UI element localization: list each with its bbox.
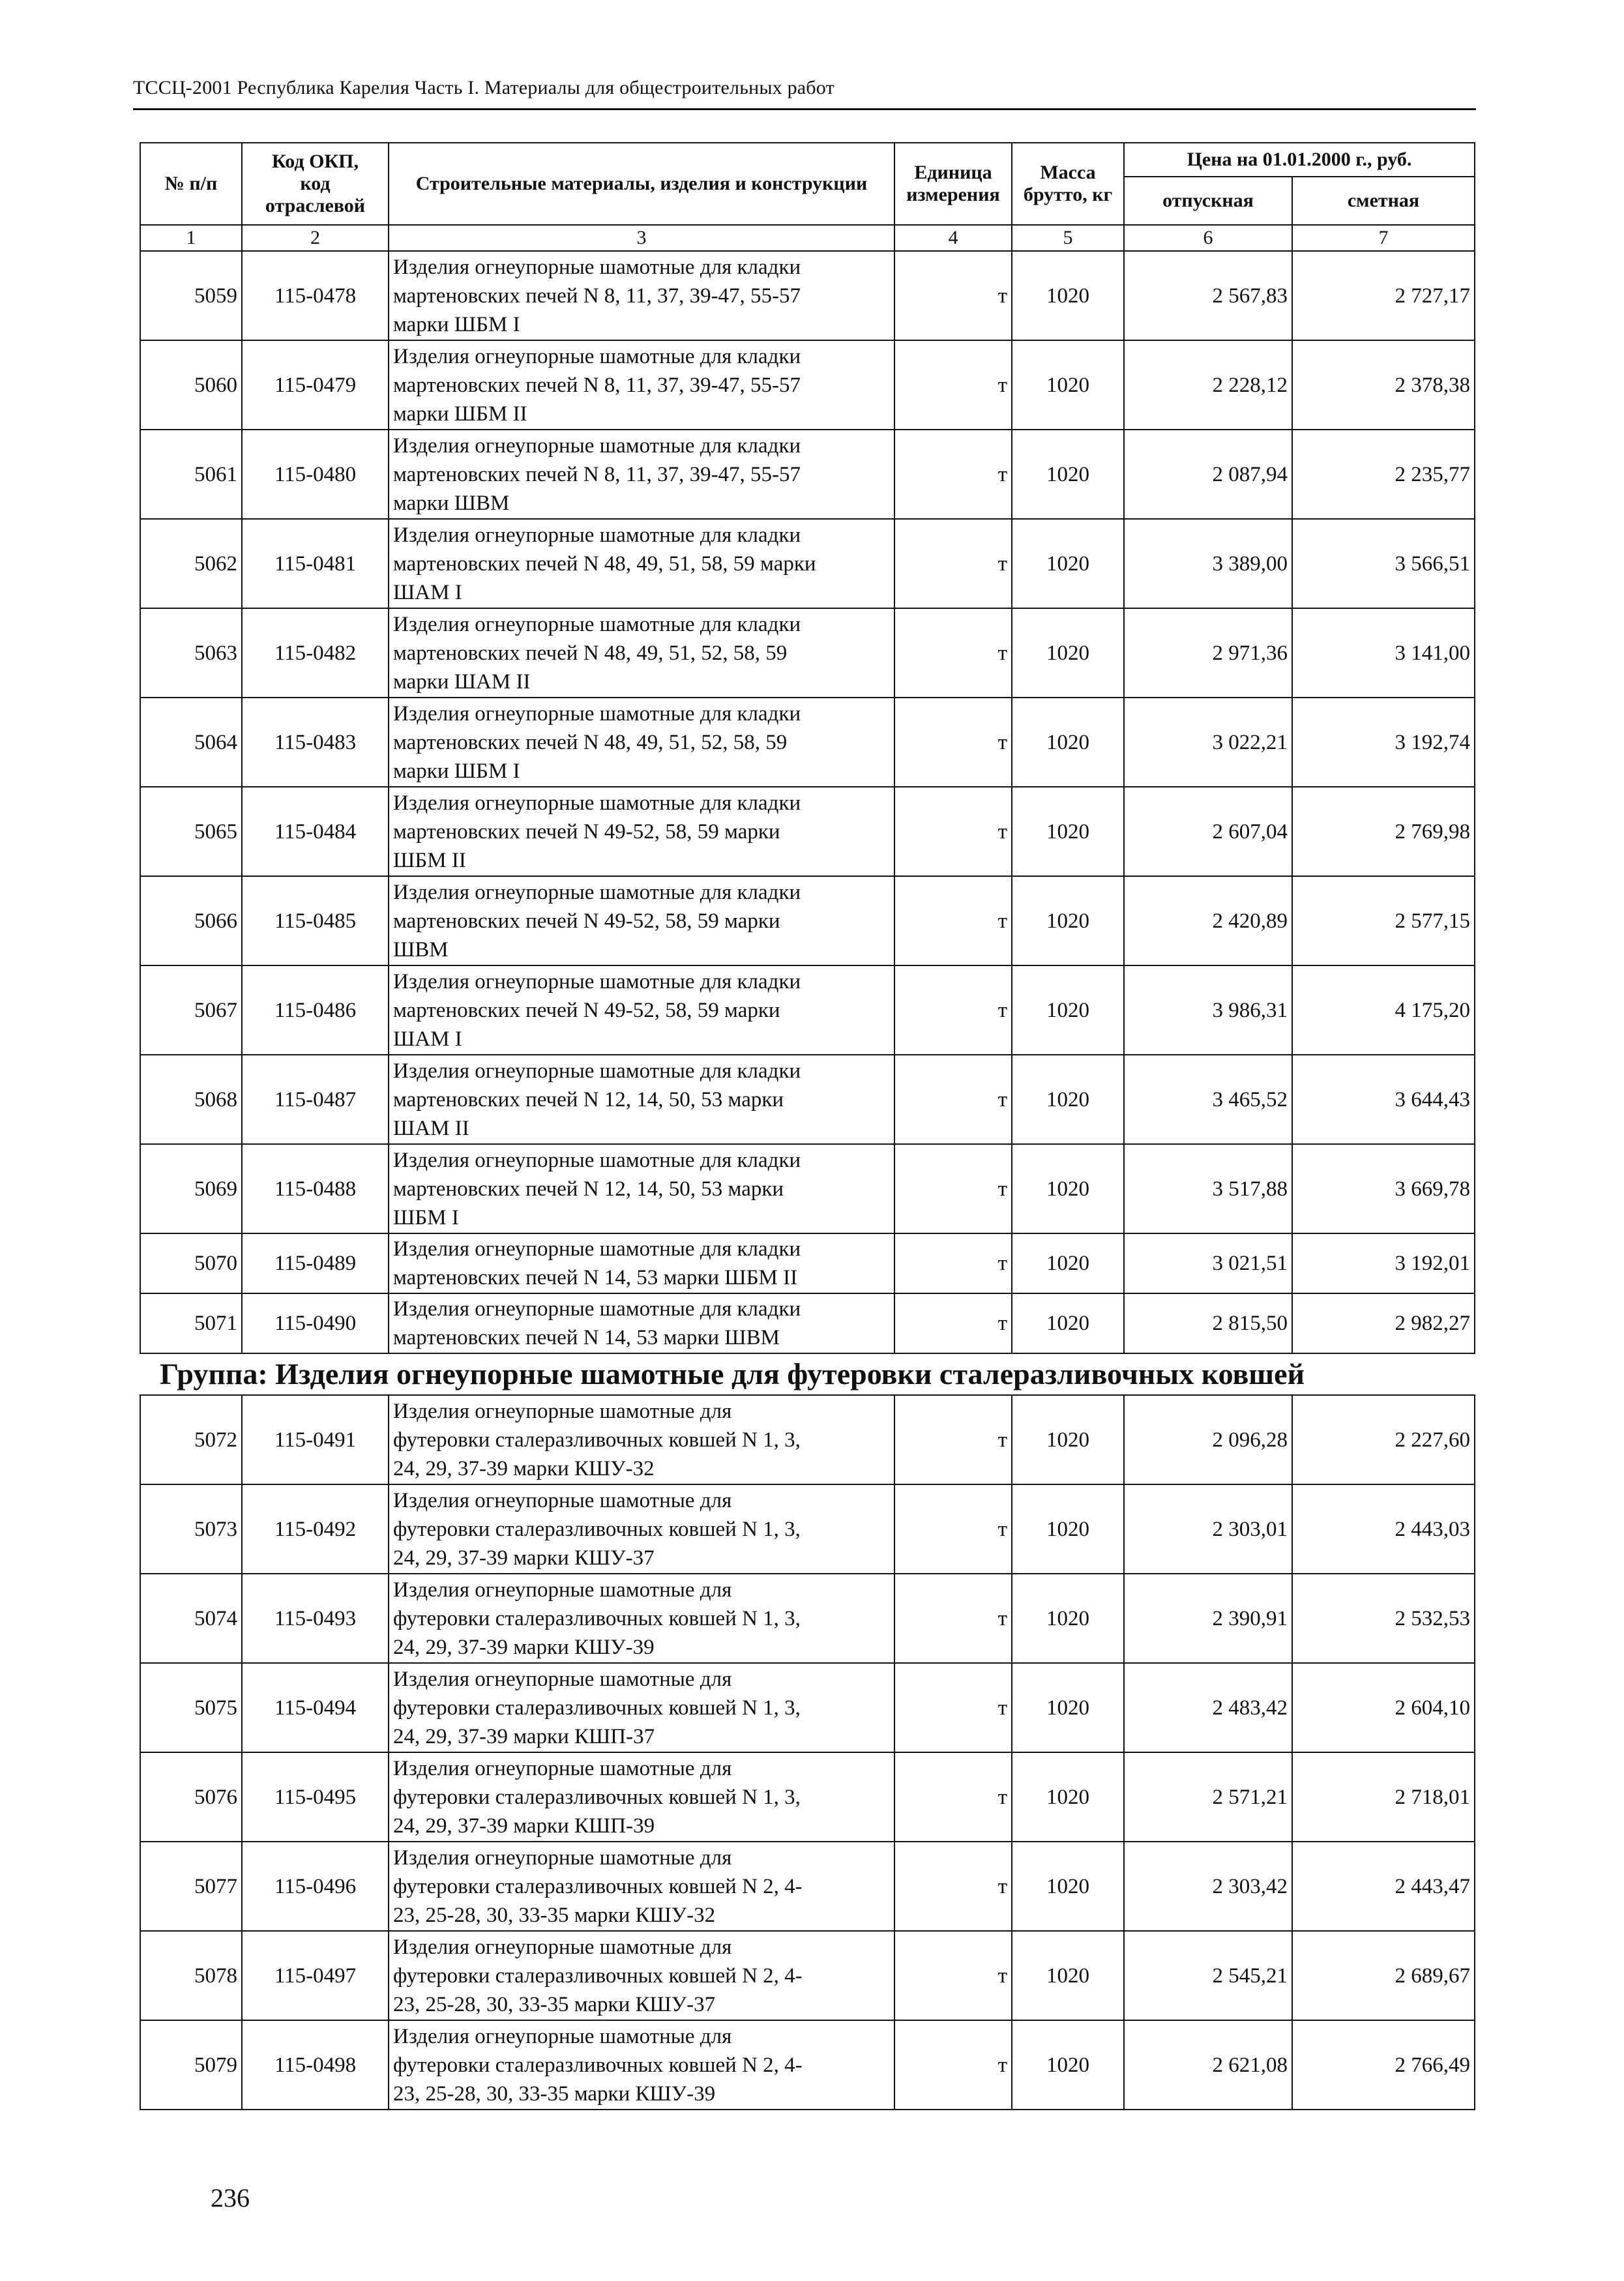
row-name-line: Изделия огнеупорные шамотные для: [393, 1756, 732, 1780]
row-unit: т: [894, 1574, 1012, 1663]
table-row: [140, 1663, 1475, 1752]
row-unit: т: [894, 1842, 1012, 1931]
running-head: ТССЦ-2001 Республика Карелия Часть I. Материалы для общестроительных работ: [133, 77, 834, 98]
row-name: [389, 251, 894, 340]
row-price-estimate: 2 769,98: [1292, 787, 1475, 876]
row-price-release: 2 815,50: [1124, 1293, 1292, 1353]
row-name: [389, 1931, 894, 2020]
row-number: 5079: [140, 2020, 242, 2110]
row-unit: т: [894, 1055, 1012, 1144]
row-mass: 1020: [1012, 2020, 1124, 2110]
row-name: [389, 430, 894, 519]
row-mass: 1020: [1012, 1055, 1124, 1144]
row-unit: т: [894, 1233, 1012, 1293]
column-number: 5: [1012, 225, 1124, 251]
row-unit: т: [894, 251, 1012, 340]
row-name-line: Изделия огнеупорные шамотные для кладки: [393, 701, 801, 726]
row-mass: 1020: [1012, 1931, 1124, 2020]
table-row: [140, 1842, 1475, 1931]
row-mass: 1020: [1012, 1752, 1124, 1842]
row-mass: 1020: [1012, 430, 1124, 519]
row-name: [389, 1663, 894, 1752]
header-price-group: Цена на 01.01.2000 г., руб.: [1124, 143, 1475, 177]
table-row: [140, 251, 1475, 340]
row-unit: т: [894, 430, 1012, 519]
row-unit: т: [894, 2020, 1012, 2110]
row-name-line: Изделия огнеупорные шамотные для: [393, 1399, 732, 1423]
row-price-release: 2 483,42: [1124, 1663, 1292, 1752]
column-number-row: [140, 225, 1475, 251]
row-name-line: Изделия огнеупорные шамотные для кладки: [393, 880, 801, 904]
row-price-release: 2 303,01: [1124, 1484, 1292, 1574]
row-name-line: Изделия огнеупорные шамотные для кладки: [393, 1148, 801, 1172]
row-code: 115-0478: [242, 251, 389, 340]
row-name: [389, 608, 894, 698]
table-row: [140, 1574, 1475, 1663]
row-price-estimate: 2 604,10: [1292, 1663, 1475, 1752]
price-table: [140, 142, 1475, 2110]
row-number: 5077: [140, 1842, 242, 1931]
row-name-line: мартеновских печей N 14, 53 марки ШВМ: [393, 1326, 780, 1349]
row-mass: 1020: [1012, 1144, 1124, 1233]
column-number: 3: [389, 225, 894, 251]
row-name-line: 24, 29, 37-39 марки КШУ-37: [393, 1546, 655, 1570]
row-price-release: 3 021,51: [1124, 1233, 1292, 1293]
row-name-line: Изделия огнеупорные шамотные для кладки: [393, 612, 801, 636]
row-name: [389, 1293, 894, 1353]
row-mass: 1020: [1012, 876, 1124, 965]
row-price-release: 3 986,31: [1124, 965, 1292, 1055]
row-code: 115-0494: [242, 1663, 389, 1752]
group-title: Группа: Изделия огнеупорные шамотные для футеровки сталеразливочных ковшей: [140, 1353, 1475, 1395]
header-no: № п/п: [140, 143, 242, 225]
row-number: 5072: [140, 1395, 242, 1484]
table-row: [140, 1055, 1475, 1144]
row-name-line: ШВМ: [393, 937, 449, 962]
row-name-line: мартеновских печей N 48, 49, 51, 58, 59 марки: [393, 552, 816, 576]
row-price-estimate: 2 982,27: [1292, 1293, 1475, 1353]
row-price-estimate: 3 192,01: [1292, 1233, 1475, 1293]
row-code: 115-0480: [242, 430, 389, 519]
row-number: 5067: [140, 965, 242, 1055]
row-code: 115-0482: [242, 608, 389, 698]
row-unit: т: [894, 876, 1012, 965]
row-price-estimate: 3 566,51: [1292, 519, 1475, 608]
row-name-line: мартеновских печей N 14, 53 марки ШБМ II: [393, 1266, 798, 1289]
row-price-release: 2 228,12: [1124, 340, 1292, 430]
row-price-release: 3 389,00: [1124, 519, 1292, 608]
row-unit: т: [894, 1752, 1012, 1842]
row-number: 5068: [140, 1055, 242, 1144]
row-price-estimate: 2 443,03: [1292, 1484, 1475, 1574]
row-code: 115-0490: [242, 1293, 389, 1353]
row-name-line: 24, 29, 37-39 марки КШУ-39: [393, 1635, 655, 1659]
row-number: 5071: [140, 1293, 242, 1353]
row-name: [389, 340, 894, 430]
row-price-release: 2 607,04: [1124, 787, 1292, 876]
table-row: [140, 1484, 1475, 1574]
row-number: 5073: [140, 1484, 242, 1574]
row-name-line: Изделия огнеупорные шамотные для кладки: [393, 523, 801, 547]
row-mass: 1020: [1012, 1574, 1124, 1663]
row-unit: т: [894, 698, 1012, 787]
row-code: 115-0491: [242, 1395, 389, 1484]
row-code: 115-0497: [242, 1931, 389, 2020]
row-name-line: Изделия огнеупорные шамотные для: [393, 2024, 732, 2048]
row-name-line: Изделия огнеупорные шамотные для кладки: [393, 434, 801, 458]
group-row: [140, 1353, 1475, 1395]
row-code: 115-0489: [242, 1233, 389, 1293]
row-price-release: 3 517,88: [1124, 1144, 1292, 1233]
header-rule: [133, 108, 1476, 110]
row-mass: 1020: [1012, 608, 1124, 698]
row-number: 5064: [140, 698, 242, 787]
row-name: [389, 2020, 894, 2110]
header-price-estimate: сметная: [1292, 177, 1475, 225]
row-number: 5066: [140, 876, 242, 965]
row-name-line: марки ШВМ: [393, 491, 510, 515]
row-price-estimate: 4 175,20: [1292, 965, 1475, 1055]
row-mass: 1020: [1012, 787, 1124, 876]
row-name-line: 24, 29, 37-39 марки КШП-37: [393, 1724, 655, 1748]
row-name-line: Изделия огнеупорные шамотные для кладки: [393, 1237, 801, 1261]
header-price-release: отпускная: [1124, 177, 1292, 225]
row-name-line: мартеновских печей N 49-52, 58, 59 марки: [393, 909, 780, 933]
row-price-estimate: 3 141,00: [1292, 608, 1475, 698]
row-price-estimate: 2 378,38: [1292, 340, 1475, 430]
row-number: 5070: [140, 1233, 242, 1293]
row-unit: т: [894, 965, 1012, 1055]
row-name-line: футеровки сталеразливочных ковшей N 2, 4-: [393, 2053, 803, 2077]
row-price-release: 2 096,28: [1124, 1395, 1292, 1484]
row-number: 5059: [140, 251, 242, 340]
row-code: 115-0493: [242, 1574, 389, 1663]
row-name-line: 23, 25-28, 30, 33-35 марки КШУ-37: [393, 1992, 716, 2016]
row-unit: т: [894, 1663, 1012, 1752]
row-name: [389, 1055, 894, 1144]
table-body-steel-furnace: [140, 251, 1475, 1353]
row-number: 5060: [140, 340, 242, 430]
row-price-release: 3 022,21: [1124, 698, 1292, 787]
row-name-line: футеровки сталеразливочных ковшей N 2, 4-: [393, 1874, 803, 1898]
row-name-line: 24, 29, 37-39 марки КШУ-32: [393, 1456, 655, 1480]
row-price-estimate: 2 532,53: [1292, 1574, 1475, 1663]
row-name-line: мартеновских печей N 48, 49, 51, 52, 58, 59: [393, 641, 788, 665]
row-price-estimate: 2 577,15: [1292, 876, 1475, 965]
table-row: [140, 519, 1475, 608]
table-row: [140, 965, 1475, 1055]
row-code: 115-0487: [242, 1055, 389, 1144]
column-number: 2: [242, 225, 389, 251]
row-name-line: ШБМ II: [393, 848, 466, 872]
header-code-line1: Код ОКП,: [272, 151, 359, 172]
header-unit: Единица измерения: [894, 143, 1012, 225]
row-name: [389, 876, 894, 965]
header-code-line2: код: [300, 173, 331, 194]
table-row: [140, 2020, 1475, 2110]
row-price-release: 2 087,94: [1124, 430, 1292, 519]
row-mass: 1020: [1012, 1842, 1124, 1931]
table-row: [140, 698, 1475, 787]
table-row: [140, 787, 1475, 876]
row-code: 115-0485: [242, 876, 389, 965]
row-name-line: футеровки сталеразливочных ковшей N 1, 3,: [393, 1696, 801, 1720]
row-price-estimate: 2 718,01: [1292, 1752, 1475, 1842]
header-code-line3: отраслевой: [265, 195, 366, 216]
header-code: [242, 143, 389, 225]
row-name: [389, 1752, 894, 1842]
row-unit: т: [894, 519, 1012, 608]
row-mass: 1020: [1012, 1663, 1124, 1752]
row-mass: 1020: [1012, 1395, 1124, 1484]
row-price-estimate: 2 227,60: [1292, 1395, 1475, 1484]
row-name-line: Изделия огнеупорные шамотные для: [393, 1488, 732, 1512]
row-price-release: 2 420,89: [1124, 876, 1292, 965]
row-name-line: мартеновских печей N 49-52, 58, 59 марки: [393, 998, 780, 1022]
row-price-release: 2 971,36: [1124, 608, 1292, 698]
row-price-estimate: 3 192,74: [1292, 698, 1475, 787]
row-name-line: мартеновских печей N 8, 11, 37, 39-47, 55-57: [393, 373, 801, 397]
row-mass: 1020: [1012, 340, 1124, 430]
row-name: [389, 1395, 894, 1484]
table-row: [140, 876, 1475, 965]
row-number: 5074: [140, 1574, 242, 1663]
row-mass: 1020: [1012, 1484, 1124, 1574]
row-mass: 1020: [1012, 1293, 1124, 1353]
column-number: 1: [140, 225, 242, 251]
row-price-estimate: 2 727,17: [1292, 251, 1475, 340]
row-unit: т: [894, 608, 1012, 698]
column-number: 7: [1292, 225, 1475, 251]
row-name: [389, 1144, 894, 1233]
row-name-line: марки ШАМ II: [393, 670, 531, 694]
row-number: 5075: [140, 1663, 242, 1752]
row-name: [389, 698, 894, 787]
row-name-line: мартеновских печей N 49-52, 58, 59 марки: [393, 819, 780, 844]
row-mass: 1020: [1012, 519, 1124, 608]
row-price-release: 3 465,52: [1124, 1055, 1292, 1144]
row-name-line: мартеновских печей N 8, 11, 37, 39-47, 55-57: [393, 284, 801, 308]
row-code: 115-0481: [242, 519, 389, 608]
row-price-estimate: 2 689,67: [1292, 1931, 1475, 2020]
row-unit: т: [894, 1931, 1012, 2020]
row-price-release: 2 571,21: [1124, 1752, 1292, 1842]
row-number: 5065: [140, 787, 242, 876]
row-number: 5061: [140, 430, 242, 519]
row-name-line: ШАМ II: [393, 1116, 469, 1140]
row-mass: 1020: [1012, 251, 1124, 340]
row-code: 115-0484: [242, 787, 389, 876]
row-name: [389, 1574, 894, 1663]
header-name: Строительные материалы, изделия и конструкции: [389, 143, 894, 225]
row-unit: т: [894, 340, 1012, 430]
row-price-estimate: 2 235,77: [1292, 430, 1475, 519]
row-name-line: Изделия огнеупорные шамотные для: [393, 1667, 732, 1691]
row-name: [389, 519, 894, 608]
row-name-line: марки ШБМ I: [393, 759, 520, 783]
row-price-release: 2 621,08: [1124, 2020, 1292, 2110]
table-row: [140, 1395, 1475, 1484]
column-number: 6: [1124, 225, 1292, 251]
row-number: 5076: [140, 1752, 242, 1842]
row-name-line: 24, 29, 37-39 марки КШП-39: [393, 1814, 655, 1838]
column-number: 4: [894, 225, 1012, 251]
table-body-ladle-lining: [140, 1395, 1475, 2110]
row-name-line: Изделия огнеупорные шамотные для: [393, 1578, 732, 1602]
row-name-line: футеровки сталеразливочных ковшей N 2, 4-: [393, 1964, 803, 1988]
row-price-estimate: 3 644,43: [1292, 1055, 1475, 1144]
table-row: [140, 430, 1475, 519]
table-row: [140, 1233, 1475, 1293]
row-unit: т: [894, 1144, 1012, 1233]
table-row: [140, 340, 1475, 430]
table-row: [140, 1752, 1475, 1842]
row-price-estimate: 3 669,78: [1292, 1144, 1475, 1233]
row-name: [389, 1842, 894, 1931]
row-mass: 1020: [1012, 698, 1124, 787]
row-name-line: мартеновских печей N 48, 49, 51, 52, 58, 59: [393, 730, 788, 754]
row-unit: т: [894, 1293, 1012, 1353]
page-number: 236: [211, 2183, 250, 2213]
row-name-line: Изделия огнеупорные шамотные для кладки: [393, 255, 801, 279]
row-name-line: Изделия огнеупорные шамотные для кладки: [393, 791, 801, 815]
row-price-release: 2 390,91: [1124, 1574, 1292, 1663]
row-code: 115-0488: [242, 1144, 389, 1233]
row-name-line: ШАМ I: [393, 1027, 462, 1051]
row-number: 5062: [140, 519, 242, 608]
row-code: 115-0479: [242, 340, 389, 430]
row-name: [389, 787, 894, 876]
row-name-line: мартеновских печей N 12, 14, 50, 53 марки: [393, 1177, 784, 1201]
row-name: [389, 965, 894, 1055]
row-unit: т: [894, 787, 1012, 876]
row-name-line: футеровки сталеразливочных ковшей N 1, 3,: [393, 1517, 801, 1541]
row-price-release: 2 303,42: [1124, 1842, 1292, 1931]
row-name-line: Изделия огнеупорные шамотные для кладки: [393, 1059, 801, 1083]
row-name-line: Изделия огнеупорные шамотные для кладки: [393, 1297, 801, 1321]
row-name-line: Изделия огнеупорные шамотные для кладки: [393, 969, 801, 993]
row-code: 115-0498: [242, 2020, 389, 2110]
row-name-line: Изделия огнеупорные шамотные для: [393, 1846, 732, 1870]
row-code: 115-0492: [242, 1484, 389, 1574]
row-name-line: ШАМ I: [393, 580, 462, 604]
row-code: 115-0495: [242, 1752, 389, 1842]
row-name-line: футеровки сталеразливочных ковшей N 1, 3,: [393, 1428, 801, 1452]
row-name-line: марки ШБМ II: [393, 402, 527, 426]
row-number: 5078: [140, 1931, 242, 2020]
row-code: 115-0483: [242, 698, 389, 787]
row-name: [389, 1233, 894, 1293]
row-mass: 1020: [1012, 965, 1124, 1055]
row-name-line: 23, 25-28, 30, 33-35 марки КШУ-32: [393, 1903, 716, 1927]
row-unit: т: [894, 1484, 1012, 1574]
row-name-line: мартеновских печей N 12, 14, 50, 53 марки: [393, 1087, 784, 1111]
row-number: 5069: [140, 1144, 242, 1233]
row-unit: т: [894, 1395, 1012, 1484]
row-mass: 1020: [1012, 1233, 1124, 1293]
header-mass: Масса брутто, кг: [1012, 143, 1124, 225]
table-row: [140, 1931, 1475, 2020]
row-number: 5063: [140, 608, 242, 698]
row-name-line: Изделия огнеупорные шамотные для: [393, 1935, 732, 1959]
row-price-release: 2 567,83: [1124, 251, 1292, 340]
row-name-line: 23, 25-28, 30, 33-35 марки КШУ-39: [393, 2082, 716, 2106]
row-price-estimate: 2 443,47: [1292, 1842, 1475, 1931]
row-name-line: футеровки сталеразливочных ковшей N 1, 3,: [393, 1785, 801, 1809]
row-name-line: мартеновских печей N 8, 11, 37, 39-47, 55-57: [393, 462, 801, 486]
row-price-estimate: 2 766,49: [1292, 2020, 1475, 2110]
row-code: 115-0496: [242, 1842, 389, 1931]
table-row: [140, 608, 1475, 698]
row-price-release: 2 545,21: [1124, 1931, 1292, 2020]
row-name-line: марки ШБМ I: [393, 312, 520, 336]
table-row: [140, 1144, 1475, 1233]
row-name: [389, 1484, 894, 1574]
table-row: [140, 1293, 1475, 1353]
row-name-line: футеровки сталеразливочных ковшей N 1, 3,: [393, 1606, 801, 1630]
row-name-line: Изделия огнеупорные шамотные для кладки: [393, 344, 801, 368]
row-name-line: ШБМ I: [393, 1205, 459, 1229]
row-code: 115-0486: [242, 965, 389, 1055]
